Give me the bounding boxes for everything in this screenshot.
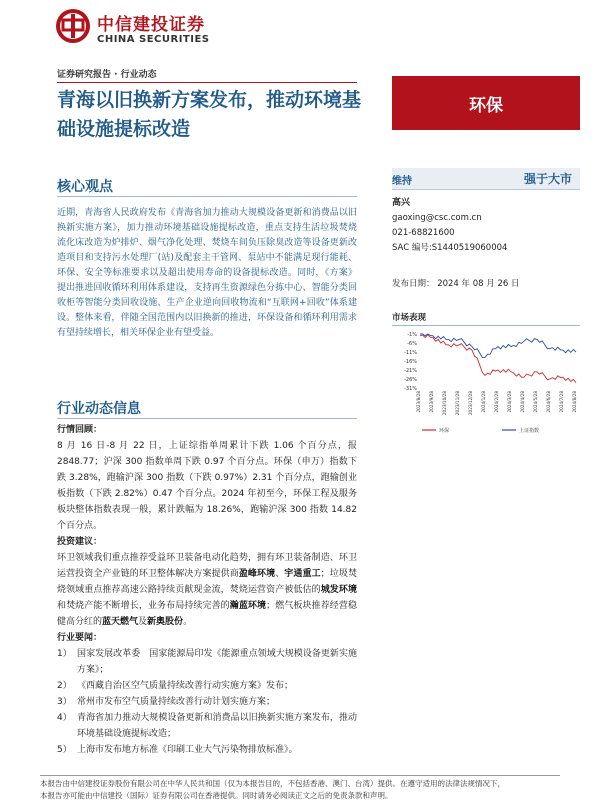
news-item: 3） 常州市发布空气质量持续改善行动计划实施方案； xyxy=(57,697,276,707)
y-tick-label: -21% xyxy=(404,368,417,374)
y-tick-label: -1% xyxy=(407,332,417,338)
x-tick-label: 2023/10/28 xyxy=(442,391,447,416)
x-tick-label: 2023/11/28 xyxy=(455,391,460,416)
rating-value: 强于大市 xyxy=(523,172,572,186)
analyst-name: 高兴 xyxy=(392,198,411,208)
x-tick-label: 2023/8/28 xyxy=(416,391,421,413)
performance-heading: 市场表现 xyxy=(392,313,427,323)
company-chengfa: 城发环境 xyxy=(320,585,357,595)
report-category: 证券研究报告 · 行业动态 xyxy=(57,70,157,80)
rating-bar xyxy=(392,168,580,190)
x-tick-label: 2024/3/28 xyxy=(507,391,512,413)
x-tick-label: 2023/9/28 xyxy=(429,391,434,413)
performance-chart-svg xyxy=(392,330,580,438)
x-tick-label: 2024/2/28 xyxy=(494,391,499,413)
news-title: 行业要闻： xyxy=(57,633,103,643)
core-view-text: 近期，青海省人民政府发布《青海省加力推动大规模设备更新和消费品以旧换新实施方案》，加力推动环境基础设施提标改造，重点支持生活垃圾焚烧流化床改造为炉排炉、烟气净化处理、焚烧车间负压除臭改造等设备更新改造项目和支持污水处理厂(站)及配套主干管网、泵站中不能满足现行能耗、环保、安全等标准要求以及超出使用寿命的设备提标改造。同时，《方案》提出推进回收循环利用体系建设，支持再生资源绿色分拣中心、智能分类回收柜等智能分类回收设施、生产企业逆向回收物流和“互联网+回收”体系建设。整体来看，伴随全国范围内以旧换新的推进，环保设备和循环利用需求有望持续增长，相关环保企业有望受益。 xyxy=(57,208,357,338)
x-tick-label: 2024/6/28 xyxy=(546,391,551,413)
company-yingfeng: 盈峰环境 xyxy=(238,569,276,579)
company-hanlan: 瀚蓝环境 xyxy=(229,601,267,611)
market-review-text: 8 月 16 日-8 月 22 日，上证综指单周累计下跌 1.06 个百分点，报 2848.77；沪深 300 指数单周下跌 0.97 个百分点。环保（申万）指数下跌 3.28%，跑输沪深 300 指数（下跌 0.97%）2.31 个百分点，跑输创业板指数（下跌 2.82%）0.47 个百分点。2024 年初至今，环保工程及服务板块整体指数表现一般，累计跌幅为 18.26%，跑输沪深 300 指数 14.82 个百分点。 xyxy=(57,441,357,531)
analyst-email: gaoxing@csc.com.cn xyxy=(392,213,482,223)
x-tick-label: 2024/7/28 xyxy=(559,391,564,413)
brand-name-cn: 中信建投证券 xyxy=(97,15,205,35)
x-tick-label: 2024/1/28 xyxy=(481,391,486,413)
analyst-sac: SAC 编号:S1440519060004 xyxy=(392,243,508,253)
advice-title: 投资建议： xyxy=(57,537,103,547)
y-tick-label: -26% xyxy=(404,377,417,383)
industry-heading: 行业动态信息 xyxy=(57,401,141,417)
news-item: 5） 上海市发布地方标准《印刷工业大气污染物排放标准》。 xyxy=(57,745,298,755)
y-tick-label: -31% xyxy=(404,386,417,392)
company-lantian: 蓝天燃气 xyxy=(102,617,139,627)
advice-text: 环卫领域我们重点推荐受益环卫装备电动化趋势，拥有环卫装备制造、环卫运营投资全产业链的环卫整体解决方案提供商盈峰环境、宇通重工；垃圾焚烧领域重点推荐高速公路持续贡献现金流，焚烧运营资产被低估的城发环境和焚烧产能不断增长，业务布局持续完善的瀚蓝环境；燃气板块推荐经营稳健高分红的蓝天燃气及新奥股份。 xyxy=(57,553,357,627)
disclaimer-line-1: 本报告由中信建投证券股份有限公司在中华人民共和国（仅为本报告目的，不包括香港、澳门、台湾）提供。在遵守适用的法律法规情况下， xyxy=(40,779,505,788)
brand-header xyxy=(55,8,315,52)
x-tick-label: 2024/4/28 xyxy=(520,391,525,413)
company-xinao: 新奥股份 xyxy=(147,617,184,627)
core-view-divider xyxy=(57,196,357,197)
sector-badge xyxy=(392,76,580,130)
analyst-info xyxy=(392,196,580,256)
market-review-title: 行情回顾： xyxy=(57,425,103,435)
disclaimer-line-2: 本报告亦可能由中信建投（国际）证券有限公司在香港提供。同时请务必阅读正文之后的免责条款和声明。 xyxy=(40,791,393,800)
industry-divider xyxy=(57,418,357,419)
x-tick-label: 2023/12/28 xyxy=(468,391,473,416)
footer-divider xyxy=(40,775,560,776)
analyst-phone: 021-68821600 xyxy=(392,228,455,238)
x-tick-label: 2024/5/28 xyxy=(533,391,538,413)
news-item: 4） 青海省加力推动大规模设备更新和消费品以旧换新实施方案发布，推动环境基础设施提标改造； xyxy=(57,713,357,739)
company-yutong: 宇通重工 xyxy=(284,569,321,579)
core-view-heading: 核心观点 xyxy=(57,179,113,195)
report-title: 青海以旧换新方案发布，推动环境基础设施提标改造 xyxy=(57,89,362,140)
y-tick-label: -6% xyxy=(407,341,417,347)
disclaimer xyxy=(40,778,580,800)
sector-label: 环保 xyxy=(469,96,503,116)
news-list xyxy=(57,646,357,758)
series-line-1 xyxy=(420,334,576,357)
y-tick-label: -11% xyxy=(404,350,417,356)
publish-date: 发布日期： 2024 年 08 月 26 日 xyxy=(392,279,520,289)
y-tick-label: -16% xyxy=(404,359,417,365)
x-tick-label: 2024/8/28 xyxy=(572,391,577,413)
series-line-0 xyxy=(420,335,576,383)
performance-divider xyxy=(392,325,580,326)
china-securities-logo-icon xyxy=(55,8,91,44)
performance-chart xyxy=(392,330,580,438)
legend-label: 上证指数 xyxy=(519,428,540,434)
title-divider xyxy=(57,82,357,83)
rating-change: 维持 xyxy=(392,176,412,187)
news-item: 1） 国家发展改革委 国家能源局印发《能源重点领域大规模设备更新实施方案》； xyxy=(57,649,357,675)
legend-label: 环保 xyxy=(439,428,450,434)
brand-name-en: CHINA SECURITIES xyxy=(97,34,210,45)
industry-body xyxy=(57,422,357,758)
news-item: 2） 《西藏自治区空气质量持续改善行动实施方案》发布； xyxy=(57,681,294,691)
